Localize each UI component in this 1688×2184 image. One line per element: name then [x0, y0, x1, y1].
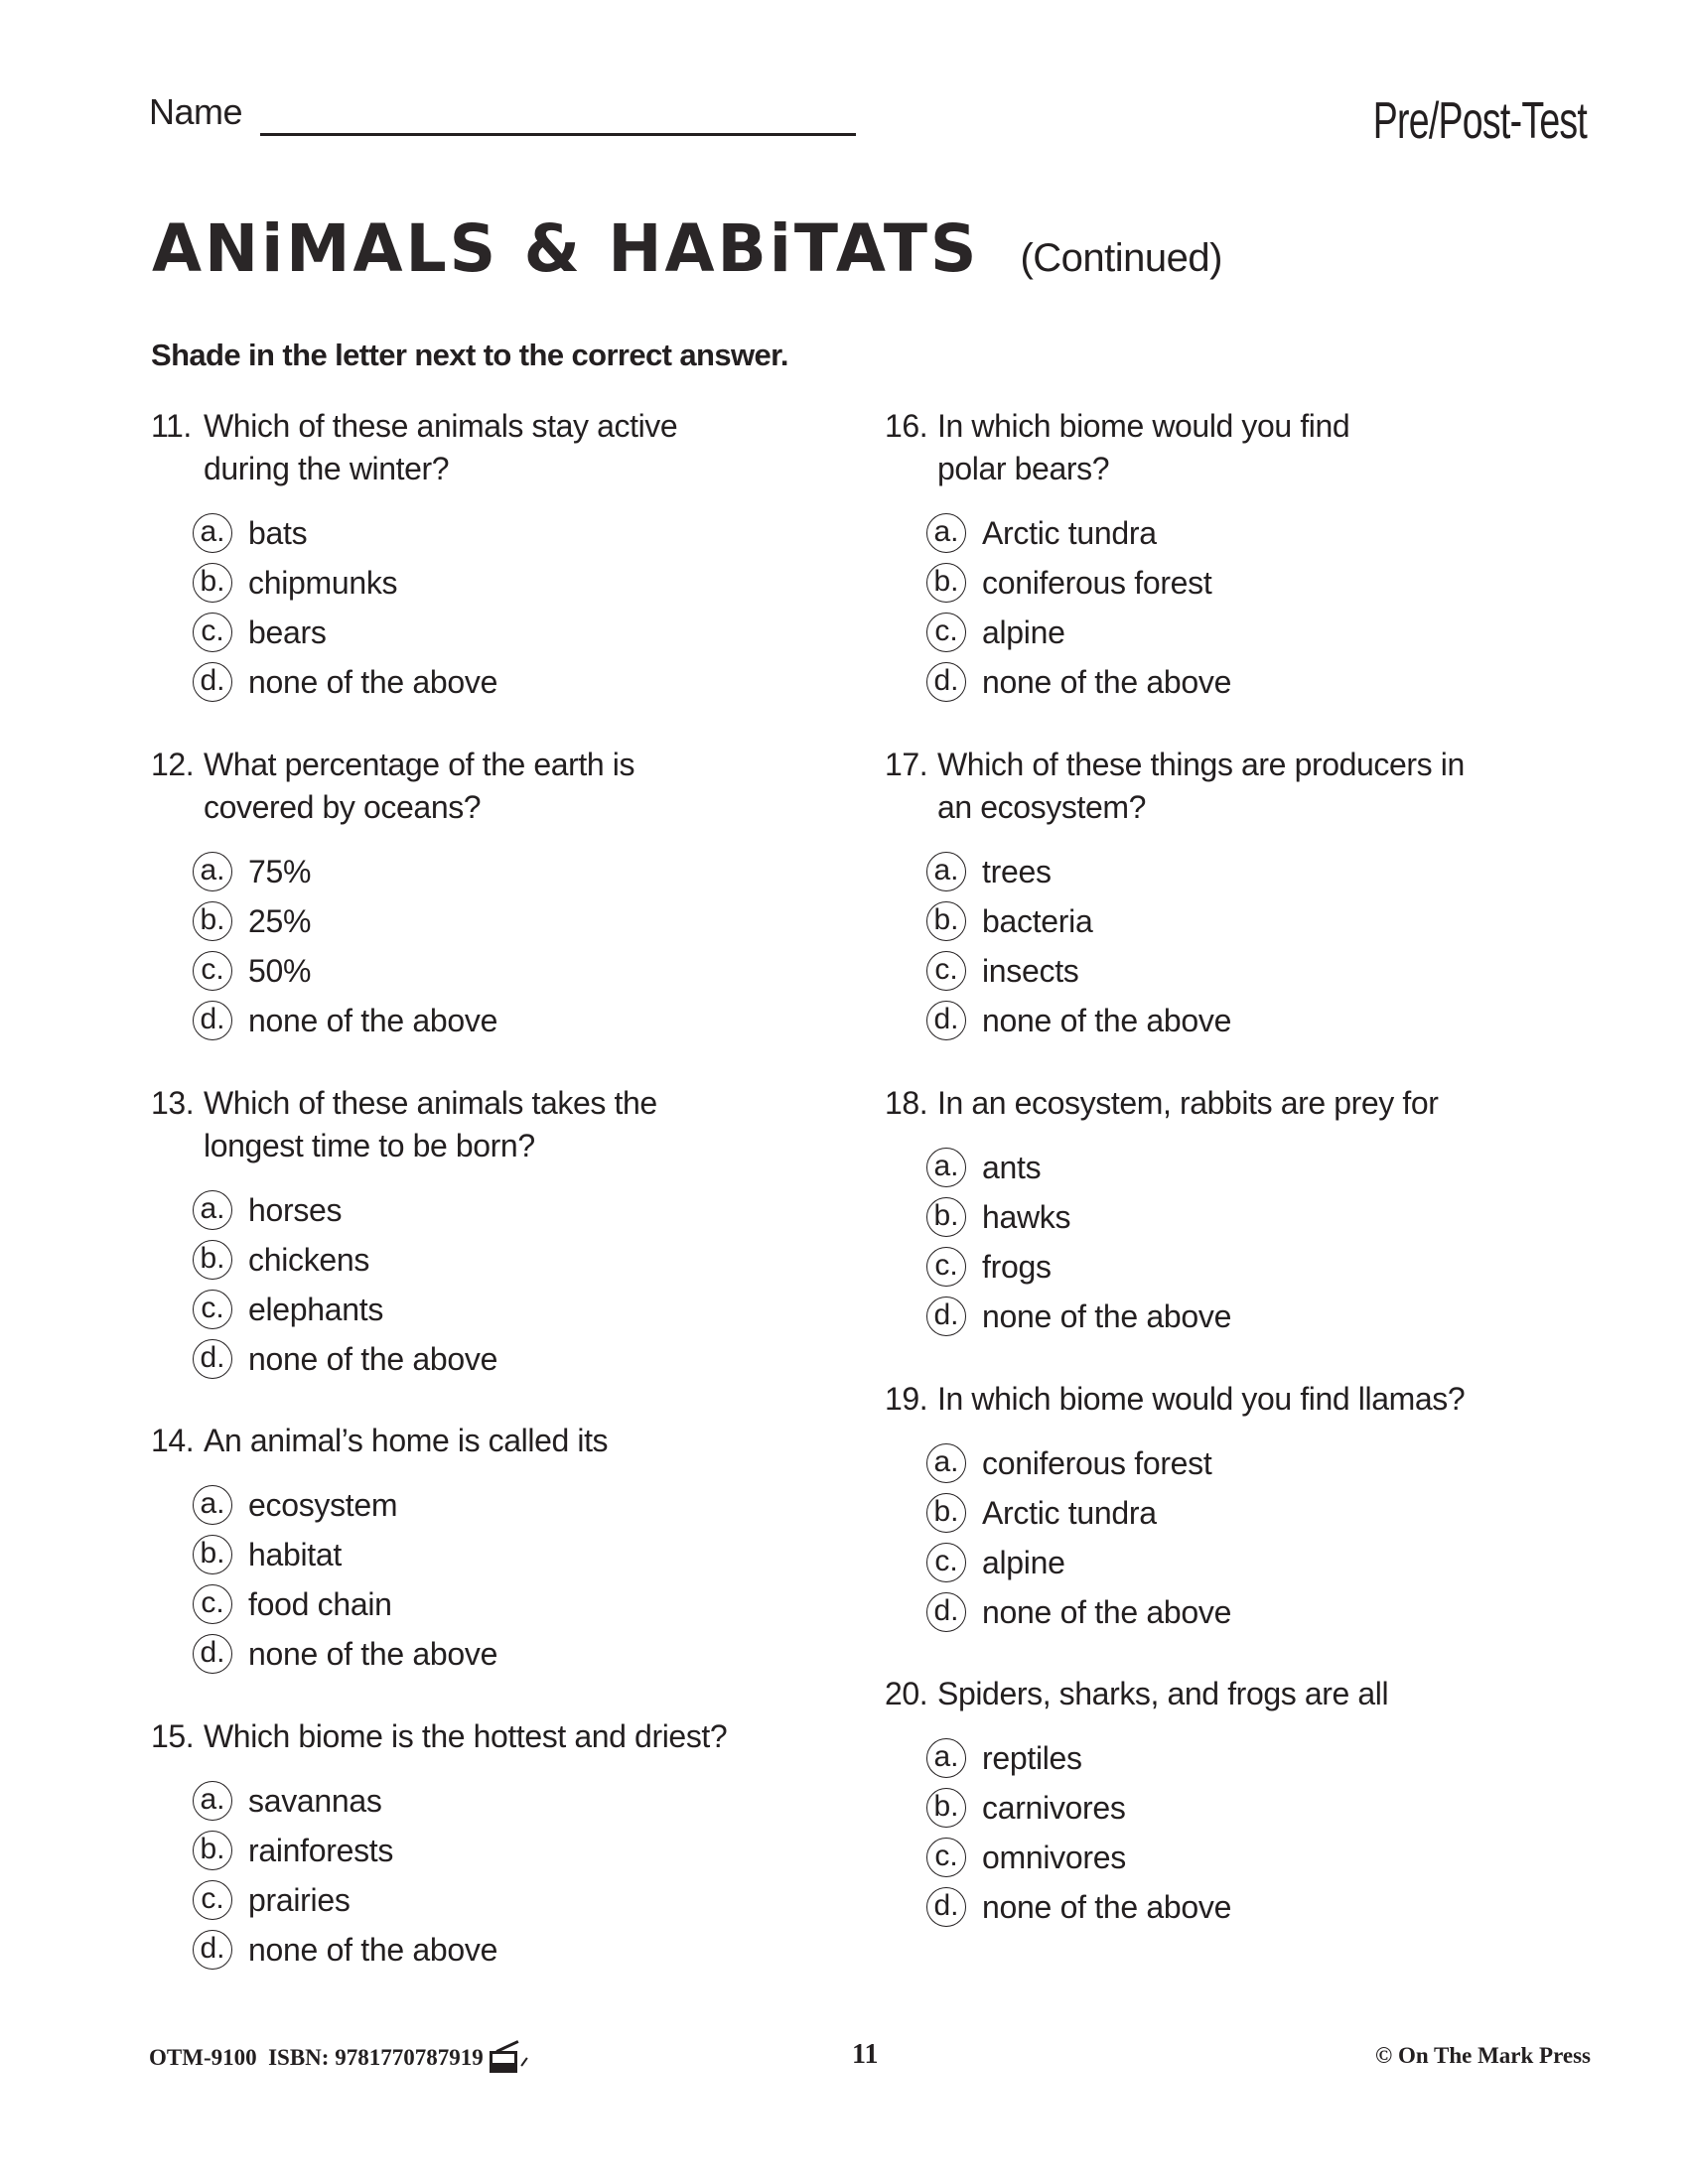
- option-text: Arctic tundra: [982, 1494, 1157, 1531]
- question-number: 20.: [885, 1676, 928, 1711]
- answer-bubble[interactable]: a.: [926, 1443, 966, 1483]
- question-number: 11.: [151, 408, 192, 444]
- question-19: [885, 1378, 1619, 1637]
- name-input-line[interactable]: [260, 133, 856, 136]
- option-list: [926, 847, 1619, 1045]
- question-14: [151, 1420, 886, 1679]
- option-c[interactable]: [193, 946, 886, 996]
- answer-bubble[interactable]: b.: [926, 901, 966, 941]
- option-text: omnivores: [982, 1839, 1126, 1875]
- question-11: [151, 405, 886, 707]
- question-number: 14.: [151, 1423, 195, 1458]
- option-d[interactable]: [193, 657, 886, 707]
- question-body: Which of these things are producers in an ecosystem?: [937, 747, 1465, 825]
- question-18: [885, 1082, 1619, 1341]
- answer-bubble[interactable]: d.: [193, 1634, 232, 1674]
- option-c[interactable]: [926, 608, 1619, 657]
- option-c[interactable]: [193, 1285, 886, 1334]
- option-a[interactable]: [193, 508, 886, 558]
- option-a[interactable]: [193, 1776, 886, 1826]
- question-text: [885, 405, 1619, 490]
- question-body: Which of these animals takes the longest time to be born?: [204, 1085, 657, 1163]
- option-c[interactable]: [926, 1538, 1619, 1587]
- question-16: [885, 405, 1619, 707]
- option-b[interactable]: [193, 558, 886, 608]
- option-text: coniferous forest: [982, 1444, 1212, 1481]
- option-text: ecosystem: [248, 1486, 398, 1523]
- option-text: chickens: [248, 1241, 370, 1278]
- option-a[interactable]: [193, 1185, 886, 1235]
- answer-bubble[interactable]: a.: [926, 1738, 966, 1778]
- option-text: none of the above: [982, 1297, 1232, 1334]
- option-text: Arctic tundra: [982, 514, 1157, 551]
- option-text: horses: [248, 1191, 343, 1228]
- title-main: ANiMALS & HABiTATS: [152, 210, 980, 287]
- answer-bubble[interactable]: b.: [926, 1197, 966, 1237]
- answer-bubble[interactable]: c.: [193, 1880, 232, 1920]
- option-b[interactable]: [193, 896, 886, 946]
- answer-bubble[interactable]: c.: [193, 1584, 232, 1624]
- answer-bubble[interactable]: a.: [193, 1781, 232, 1821]
- answer-bubble[interactable]: b.: [193, 563, 232, 603]
- option-text: ants: [982, 1149, 1042, 1185]
- answer-bubble[interactable]: d.: [926, 1592, 966, 1632]
- answer-bubble[interactable]: c.: [926, 1247, 966, 1287]
- option-a[interactable]: [926, 508, 1619, 558]
- option-d[interactable]: [926, 1292, 1619, 1341]
- option-text: habitat: [248, 1536, 342, 1572]
- option-d[interactable]: [926, 1587, 1619, 1637]
- option-text: chipmunks: [248, 564, 398, 601]
- option-text: none of the above: [248, 1931, 498, 1968]
- instructions: Shade in the letter next to the correct answer.: [151, 338, 788, 372]
- option-list: [193, 847, 886, 1045]
- answer-bubble[interactable]: c.: [926, 1838, 966, 1877]
- question-number: 16.: [885, 408, 928, 444]
- question-body: Spiders, sharks, and frogs are all: [937, 1676, 1389, 1711]
- answer-bubble[interactable]: c.: [926, 951, 966, 991]
- question-text: [151, 1082, 886, 1167]
- question-number: 13.: [151, 1085, 195, 1121]
- option-list: [193, 1776, 886, 1975]
- option-text: carnivores: [982, 1789, 1126, 1826]
- question-13: [151, 1082, 886, 1384]
- option-a[interactable]: [926, 847, 1619, 896]
- question-text: [151, 405, 886, 490]
- answer-bubble[interactable]: d.: [193, 1001, 232, 1040]
- option-text: hawks: [982, 1198, 1071, 1235]
- answer-bubble[interactable]: d.: [926, 662, 966, 702]
- option-a[interactable]: [193, 1480, 886, 1530]
- answer-bubble[interactable]: b.: [193, 901, 232, 941]
- option-text: coniferous forest: [982, 564, 1212, 601]
- answer-bubble[interactable]: b.: [193, 1535, 232, 1574]
- option-c[interactable]: [926, 1833, 1619, 1882]
- option-text: insects: [982, 952, 1079, 989]
- answer-bubble[interactable]: a.: [926, 513, 966, 553]
- copyright: © On The Mark Press: [1375, 2043, 1591, 2068]
- option-text: 75%: [248, 853, 312, 889]
- name-label: Name: [149, 91, 243, 132]
- question-body: In an ecosystem, rabbits are prey for: [937, 1085, 1439, 1121]
- option-text: bacteria: [982, 902, 1093, 939]
- question-text: [151, 1715, 886, 1758]
- question-15: [151, 1715, 886, 1975]
- option-d[interactable]: [193, 996, 886, 1045]
- option-d[interactable]: [926, 996, 1619, 1045]
- question-body: In which biome would you find llamas?: [937, 1381, 1466, 1417]
- option-text: bears: [248, 614, 327, 650]
- option-text: none of the above: [248, 1002, 498, 1038]
- answer-bubble[interactable]: a.: [193, 513, 232, 553]
- option-d[interactable]: [193, 1334, 886, 1384]
- option-c[interactable]: [193, 608, 886, 657]
- option-b[interactable]: [193, 1530, 886, 1579]
- question-number: 15.: [151, 1718, 195, 1754]
- option-text: reptiles: [982, 1739, 1082, 1776]
- option-b[interactable]: [926, 1488, 1619, 1538]
- option-a[interactable]: [926, 1143, 1619, 1192]
- answer-bubble[interactable]: c.: [926, 613, 966, 652]
- option-c[interactable]: [193, 1579, 886, 1629]
- option-text: none of the above: [248, 663, 498, 700]
- question-number: 17.: [885, 747, 928, 782]
- option-d[interactable]: [193, 1629, 886, 1679]
- question-body: What percentage of the earth is covered by oceans?: [204, 747, 635, 825]
- option-text: 25%: [248, 902, 312, 939]
- title-continued: (Continued): [1020, 236, 1222, 280]
- page-number: 11: [852, 2039, 879, 2070]
- option-text: none of the above: [248, 1340, 498, 1377]
- option-text: rainforests: [248, 1832, 394, 1868]
- question-text: [885, 744, 1619, 829]
- option-b[interactable]: [926, 1192, 1619, 1242]
- question-text: [885, 1378, 1619, 1421]
- answer-bubble[interactable]: b.: [926, 1493, 966, 1533]
- option-text: none of the above: [982, 1002, 1232, 1038]
- option-b[interactable]: [926, 1783, 1619, 1833]
- answer-bubble[interactable]: c.: [193, 613, 232, 652]
- test-type-label: Pre/Post-Test: [1372, 92, 1587, 150]
- option-list: [193, 1480, 886, 1679]
- option-b[interactable]: [193, 1235, 886, 1285]
- answer-bubble[interactable]: d.: [926, 1887, 966, 1927]
- footer-code: [149, 2043, 527, 2073]
- option-c[interactable]: [193, 1875, 886, 1925]
- option-b[interactable]: [926, 896, 1619, 946]
- option-text: alpine: [982, 1544, 1065, 1580]
- answer-bubble[interactable]: a.: [193, 1190, 232, 1230]
- option-text: none of the above: [982, 1888, 1232, 1925]
- answer-bubble[interactable]: a.: [926, 852, 966, 891]
- option-list: [193, 1185, 886, 1384]
- option-list: [926, 1143, 1619, 1341]
- option-b[interactable]: [193, 1826, 886, 1875]
- option-list: [926, 508, 1619, 707]
- option-a[interactable]: [193, 847, 886, 896]
- footer-isbn: OTM-9100 ISBN: 9781770787919: [149, 2045, 484, 2070]
- answer-bubble[interactable]: b.: [926, 1788, 966, 1828]
- option-a[interactable]: [926, 1438, 1619, 1488]
- answer-bubble[interactable]: a.: [193, 1485, 232, 1525]
- question-number: 19.: [885, 1381, 928, 1417]
- answer-bubble[interactable]: d.: [193, 1930, 232, 1970]
- question-text: [885, 1673, 1619, 1715]
- answer-bubble[interactable]: c.: [193, 951, 232, 991]
- answer-bubble[interactable]: b.: [193, 1240, 232, 1280]
- answer-bubble[interactable]: b.: [193, 1831, 232, 1870]
- option-list: [193, 508, 886, 707]
- option-text: prairies: [248, 1881, 351, 1918]
- answer-bubble[interactable]: d.: [926, 1297, 966, 1336]
- option-text: none of the above: [982, 1593, 1232, 1630]
- answer-bubble[interactable]: a.: [926, 1148, 966, 1187]
- option-d[interactable]: [926, 657, 1619, 707]
- question-body: In which biome would you find polar bears?: [937, 408, 1350, 486]
- option-text: trees: [982, 853, 1052, 889]
- question-17: [885, 744, 1619, 1045]
- book-icon: [490, 2043, 527, 2073]
- option-d[interactable]: [926, 1882, 1619, 1932]
- option-list: [926, 1438, 1619, 1637]
- option-a[interactable]: [926, 1733, 1619, 1783]
- question-12: [151, 744, 886, 1045]
- question-text: [151, 744, 886, 829]
- option-d[interactable]: [193, 1925, 886, 1975]
- question-text: [151, 1420, 886, 1462]
- option-text: none of the above: [982, 663, 1232, 700]
- question-number: 12.: [151, 747, 195, 782]
- question-body: Which of these animals stay active during the winter?: [204, 408, 678, 486]
- page-title: [152, 210, 1222, 287]
- option-text: 50%: [248, 952, 312, 989]
- option-text: bats: [248, 514, 308, 551]
- option-text: savannas: [248, 1782, 382, 1819]
- option-b[interactable]: [926, 558, 1619, 608]
- answer-bubble[interactable]: b.: [926, 563, 966, 603]
- option-text: none of the above: [248, 1635, 498, 1672]
- answer-bubble[interactable]: d.: [193, 1339, 232, 1379]
- option-text: elephants: [248, 1291, 384, 1327]
- option-c[interactable]: [926, 1242, 1619, 1292]
- answer-bubble[interactable]: a.: [193, 852, 232, 891]
- option-text: food chain: [248, 1585, 392, 1622]
- option-list: [926, 1733, 1619, 1932]
- answer-bubble[interactable]: d.: [926, 1001, 966, 1040]
- question-body: An animal’s home is called its: [204, 1423, 609, 1458]
- question-text: [885, 1082, 1619, 1125]
- question-20: [885, 1673, 1619, 1932]
- answer-bubble[interactable]: c.: [926, 1543, 966, 1582]
- option-text: frogs: [982, 1248, 1052, 1285]
- answer-bubble[interactable]: c.: [193, 1290, 232, 1329]
- answer-bubble[interactable]: d.: [193, 662, 232, 702]
- option-c[interactable]: [926, 946, 1619, 996]
- question-body: Which biome is the hottest and driest?: [204, 1718, 728, 1754]
- option-text: alpine: [982, 614, 1065, 650]
- question-number: 18.: [885, 1085, 928, 1121]
